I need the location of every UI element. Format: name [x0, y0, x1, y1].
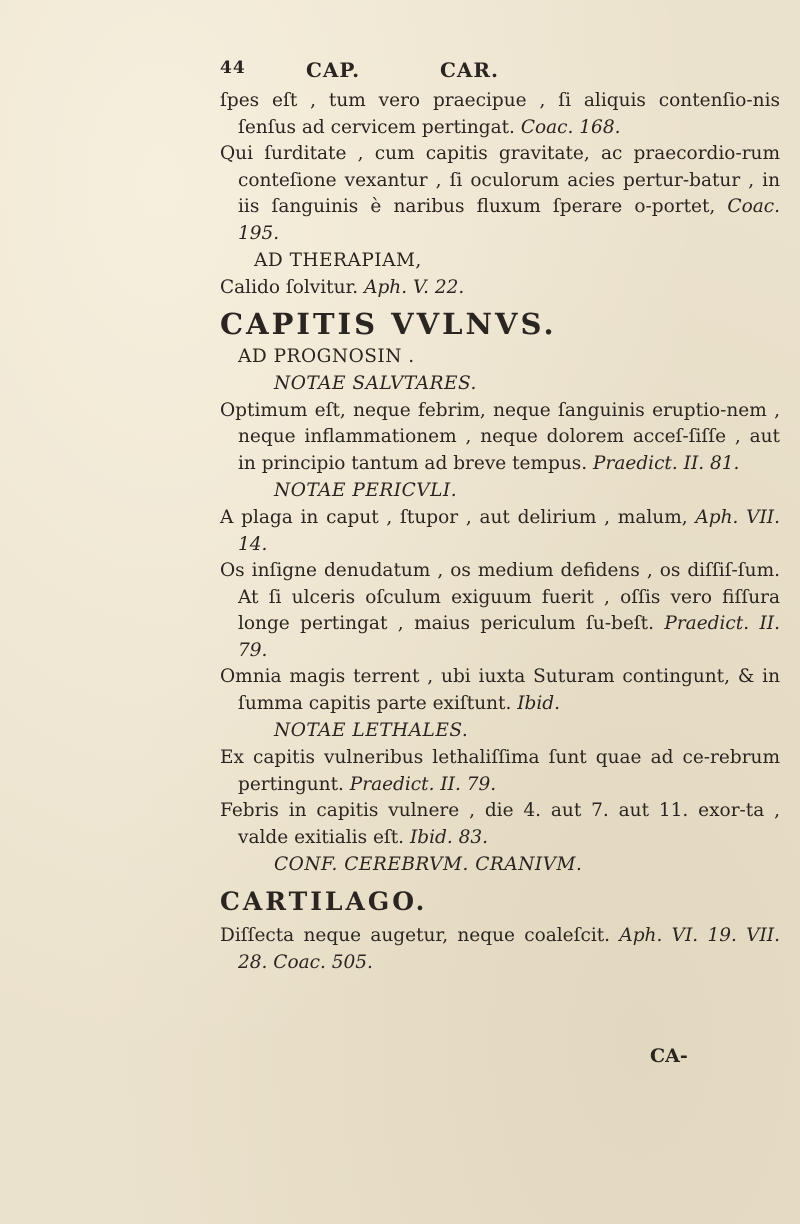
- running-head-left: CAP.: [306, 58, 361, 82]
- running-header: [220, 58, 780, 88]
- cross-reference-heading: CONF. CEREBRVM. CRANIVM.: [274, 854, 583, 875]
- section-heading-therapiam: AD THERAPIAM,: [254, 250, 422, 271]
- reference: Coac. 195.: [238, 196, 780, 244]
- paragraph: Ex capitis vulneribus lethaliſſima ſunt quae ad ce-rebrum pertingunt. Praedict. II. 79.: [220, 747, 780, 795]
- reference: Coac. 168.: [520, 116, 621, 138]
- reference: Ibid. 83.: [409, 826, 489, 848]
- paragraph: Os inſigne denudatum , os medium defidens , os diſſiſ-ſum. At ſi ulceris oſculum exiguum fuerit , oſſis vero fiſſura longe pertingat , maius periculum ſu-beſt. Praedict. II. 79.: [220, 560, 780, 661]
- reference: Praedict. II. 79.: [349, 773, 497, 795]
- reference: Aph. V. 22.: [364, 277, 465, 298]
- chapter-title-capitis-vulnus: CAPITIS VVLNVS.: [220, 306, 557, 341]
- reference: Aph. VI. 19. VII. 28. Coac. 505.: [238, 925, 780, 973]
- subheading-lethales: NOTAE LETHALES.: [274, 720, 469, 741]
- reference: Ibid.: [517, 692, 561, 714]
- reference: Praedict. II. 81.: [593, 452, 740, 474]
- subheading-salutares: NOTAE SALVTARES.: [274, 372, 477, 394]
- paragraph: Febris in capitis vulnere , die 4. aut 7. aut 11. exor-ta , valde exitialis eſt. Ibid. 83.: [220, 800, 780, 848]
- subheading-periculi: NOTAE PERICVLI.: [274, 480, 458, 501]
- paragraph: ſpes eſt , tum vero praecipue , ſi aliquis contenſio-nis ſenſus ad cervicem pertingat. Coac. 168.: [220, 90, 780, 138]
- page-number: 44: [220, 58, 246, 78]
- reference: Aph. VII. 14.: [238, 507, 780, 555]
- paragraph: Calido ſolvitur. Aph. V. 22.: [220, 277, 465, 298]
- catchword: CA-: [650, 1045, 688, 1067]
- page-content: [220, 58, 780, 976]
- paragraph: Qui ſurditate , cum capitis gravitate, ac praecordio-rum conteſione vexantur , ſi oculorum acies pertur-batur , in iis ſanguinis è naribus fluxum ſperare o-portet, Coac. 195.: [220, 143, 780, 244]
- paragraph: Optimum eſt, neque febrim, neque ſanguinis eruptio-nem , neque inflammationem , neque dolorem acceſ-ſiſſe , aut in principio tantum ad breve tempus. Praedict. II. 81.: [220, 399, 780, 474]
- paragraph: Omnia magis terrent , ubi iuxta Suturam contingunt, & in ſumma capitis parte exiſtunt. Ibid.: [220, 666, 780, 714]
- section-heading-prognosin: AD PROGNOSIN .: [238, 345, 415, 367]
- chapter-title-cartilago: CARTILAGO.: [220, 887, 428, 916]
- reference: Praedict. II. 79.: [238, 613, 780, 661]
- running-head-right: CAR.: [440, 58, 500, 82]
- paragraph: Diſſecta neque augetur, neque coaleſcit. Aph. VI. 19. VII. 28. Coac. 505.: [220, 925, 780, 973]
- paragraph: A plaga in caput , ſtupor , aut delirium , malum, Aph. VII. 14.: [220, 507, 780, 555]
